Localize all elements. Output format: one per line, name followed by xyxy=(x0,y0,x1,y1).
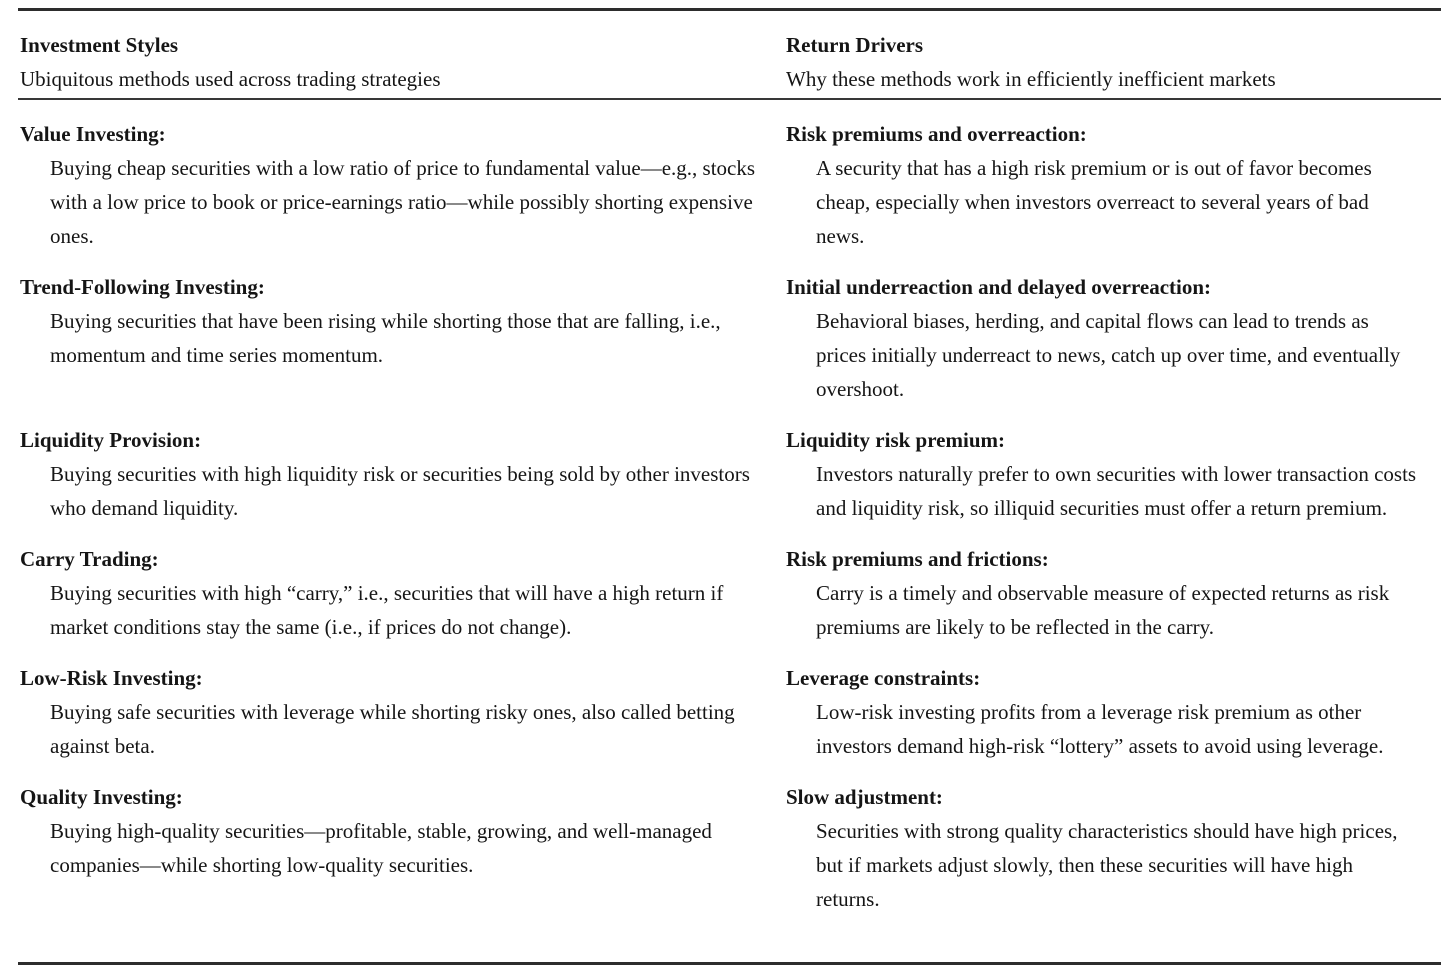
driver-term: Risk premiums and overreaction: xyxy=(786,122,1087,146)
driver-cell-liquidity-risk-premium xyxy=(786,423,1440,525)
driver-term: Risk premiums and frictions: xyxy=(786,547,1049,571)
table-top-rule xyxy=(18,8,1441,11)
driver-definition: Behavioral biases, herding, and capital flows can lead to trends as prices initially underreact to news, catch up over time, and eventually overshoot. xyxy=(816,309,1401,401)
style-definition: Buying securities with high “carry,” i.e., securities that will have a high return if market conditions stay the same (i.e., if prices do not change). xyxy=(50,581,724,639)
table-header-row xyxy=(20,28,1440,96)
style-cell-trend-following xyxy=(20,270,786,406)
header-cell-investment-styles xyxy=(20,28,786,96)
table-header-separator-rule xyxy=(18,98,1441,100)
style-cell-carry-trading xyxy=(20,542,786,644)
driver-cell-underreaction-delayed-overreaction xyxy=(786,270,1440,406)
style-term: Carry Trading: xyxy=(20,547,159,571)
driver-definition: A security that has a high risk premium or is out of favor becomes cheap, especially when investors overreact to several years of bad news. xyxy=(816,156,1372,248)
style-term: Quality Investing: xyxy=(20,785,183,809)
style-cell-value-investing xyxy=(20,117,786,253)
driver-term: Slow adjustment: xyxy=(786,785,943,809)
driver-definition: Carry is a timely and observable measure of expected returns as risk premiums are likely to be reflected in the carry. xyxy=(816,581,1390,639)
style-definition: Buying cheap securities with a low ratio of price to fundamental value—e.g., stocks with a low price to book or price-earnings ratio—while possibly shorting expensive ones. xyxy=(50,156,756,248)
driver-cell-leverage-constraints xyxy=(786,661,1440,763)
table-body xyxy=(20,117,1440,916)
style-cell-liquidity-provision xyxy=(20,423,786,525)
column-subtitle-investment-styles: Ubiquitous methods used across trading strategies xyxy=(20,67,441,91)
driver-definition: Investors naturally prefer to own securities with lower transaction costs and liquidity risk, so illiquid securities must offer a return premium. xyxy=(816,462,1417,520)
driver-definition: Securities with strong quality characteristics should have high prices, but if markets adjust slowly, then these securities will have high returns. xyxy=(816,819,1398,911)
driver-term: Liquidity risk premium: xyxy=(786,428,1005,452)
style-cell-low-risk-investing xyxy=(20,661,786,763)
style-definition: Buying high-quality securities—profitable, stable, growing, and well-managed companies—while shorting low-quality securities. xyxy=(50,819,712,877)
driver-cell-risk-premiums-overreaction xyxy=(786,117,1440,253)
driver-cell-slow-adjustment xyxy=(786,780,1440,916)
header-cell-return-drivers xyxy=(786,28,1440,96)
driver-term: Leverage constraints: xyxy=(786,666,981,690)
driver-term: Initial underreaction and delayed overreaction: xyxy=(786,275,1212,299)
table-bottom-rule xyxy=(18,962,1441,965)
style-term: Low-Risk Investing: xyxy=(20,666,203,690)
style-cell-quality-investing xyxy=(20,780,786,916)
column-subtitle-return-drivers: Why these methods work in efficiently inefficient markets xyxy=(786,67,1276,91)
driver-definition: Low-risk investing profits from a leverage risk premium as other investors demand high-risk “lottery” assets to avoid using leverage. xyxy=(816,700,1384,758)
style-term: Value Investing: xyxy=(20,122,166,146)
driver-cell-risk-premiums-frictions xyxy=(786,542,1440,644)
style-definition: Buying safe securities with leverage while shorting risky ones, also called betting against beta. xyxy=(50,700,735,758)
style-term: Trend-Following Investing: xyxy=(20,275,265,299)
style-term: Liquidity Provision: xyxy=(20,428,202,452)
style-definition: Buying securities that have been rising while shorting those that are falling, i.e., momentum and time series momentum. xyxy=(50,309,721,367)
column-title-return-drivers: Return Drivers xyxy=(786,33,924,57)
column-title-investment-styles: Investment Styles xyxy=(20,33,179,57)
style-definition: Buying securities with high liquidity risk or securities being sold by other investors who demand liquidity. xyxy=(50,462,750,520)
